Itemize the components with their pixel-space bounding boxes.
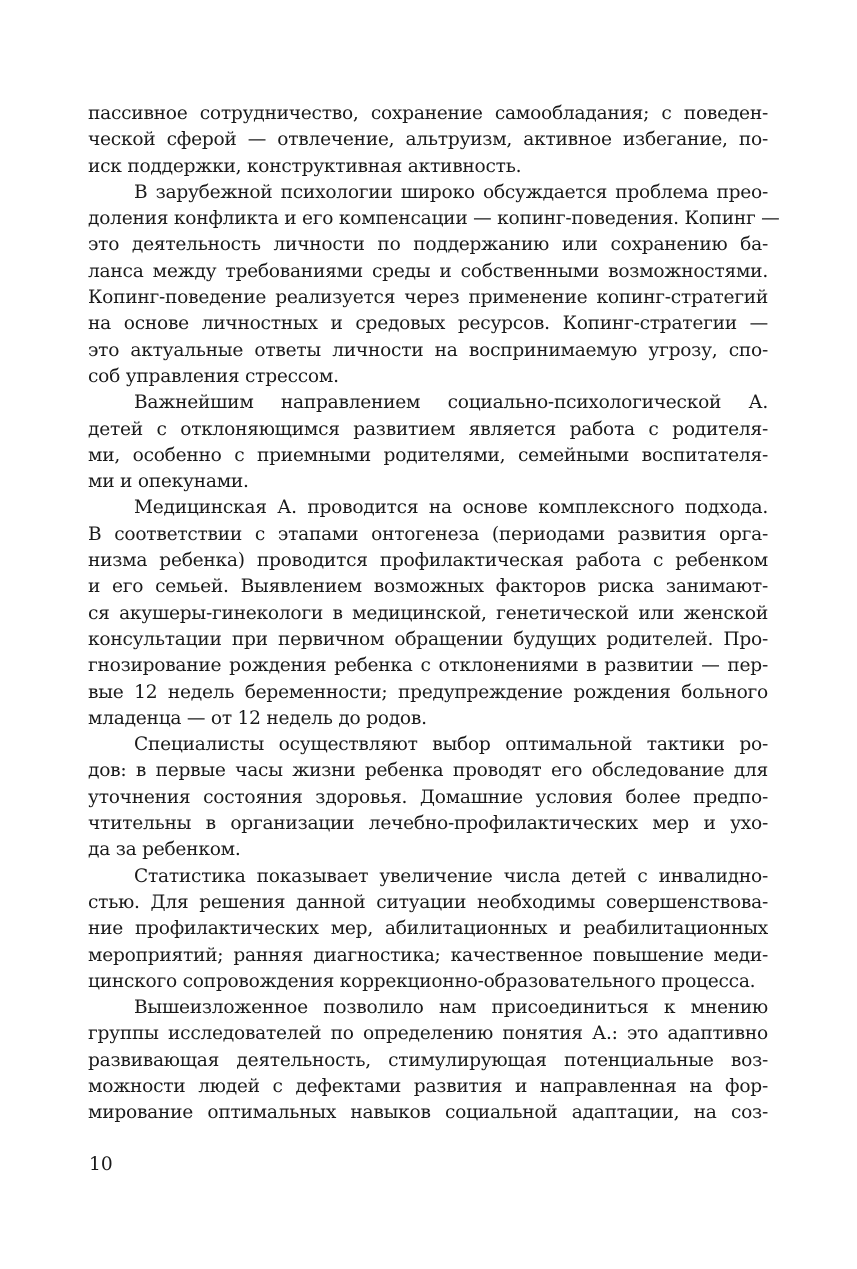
body-text — [88, 101, 780, 1127]
text-line: ланса между требованиями среды и собственными возможностями. — [88, 260, 768, 282]
paragraph — [88, 864, 768, 995]
text-line: мероприятий; ранняя диагностика; качественное повышение меди- — [88, 944, 768, 966]
text-line: ся акушеры-гинекологи в медицинской, генетической или женской — [88, 602, 768, 624]
paragraph — [88, 101, 768, 180]
text-line: пассивное сотрудничество, сохранение самообладания; с поведен- — [88, 103, 768, 124]
text-line: мирование оптимальных навыков социальной адаптации, на соз- — [88, 1102, 768, 1124]
text-line: можности людей с дефектами развития и направленная на фор- — [88, 1075, 768, 1097]
paragraph — [88, 495, 768, 732]
text-line: В зарубежной психологии широко обсуждается проблема прео- — [134, 181, 768, 203]
text-line: и его семьей. Выявлением возможных факторов риска занимают- — [88, 576, 768, 598]
text-line: ние профилактических мер, абилитационных и реабилитационных — [88, 918, 768, 940]
text-line: уточнения состояния здоровья. Домашние условия более предпо- — [88, 786, 768, 808]
text-line: ми и опекунами. — [88, 471, 249, 493]
paragraph — [88, 995, 768, 1126]
text-line: Специалисты осуществляют выбор оптимальной тактики ро- — [134, 734, 768, 756]
text-line: на основе личностных и средовых ресурсов. Копинг-стратегии — — [88, 313, 768, 335]
text-line: Медицинская А. проводится на основе комплексного подхода. — [134, 497, 768, 519]
paragraph — [88, 390, 768, 495]
text-line: младенца — от 12 недель до родов. — [88, 707, 427, 729]
text-line: да за ребенком. — [88, 839, 241, 861]
text-line: ческой сферой — отвлечение, альтруизм, активное избегание, по- — [88, 129, 768, 151]
text-line: низма ребенка) проводится профилактическая работа с ребенком — [88, 550, 768, 572]
text-line: В соответствии с этапами онтогенеза (периодами развития орга- — [88, 523, 768, 545]
text-line: Копинг-поведение реализуется через применение копинг-стратегий — [88, 287, 768, 309]
text-line: чтительны в организации лечебно-профилактических мер и ухо- — [88, 813, 768, 835]
text-line: гнозирование рождения ребенка с отклонениями в развитии — пер- — [88, 655, 768, 677]
text-line: группы исследователей по определению понятия А.: это адаптивно — [88, 1023, 768, 1045]
text-line: ми, особенно с приемными родителями, семейными воспитателя- — [88, 444, 768, 466]
page-number: 10 — [89, 1154, 113, 1175]
text-line: вые 12 недель беременности; предупреждение рождения больного — [88, 681, 768, 703]
text-line: консультации при первичном обращении будущих родителей. Про- — [88, 628, 768, 650]
paragraph — [88, 732, 768, 863]
text-line: Вышеизложенное позволило нам присоединиться к мнению — [134, 997, 768, 1019]
text-line: иск поддержки, конструктивная активность. — [88, 155, 522, 177]
text-line: развивающая деятельность, стимулирующая потенциальные воз- — [88, 1049, 768, 1071]
text-line: доления конфликта и его компенсации — копинг-поведения. Копинг — — [88, 208, 780, 230]
text-line: стью. Для решения данной ситуации необходимы совершенствова- — [88, 891, 768, 913]
text-line: это актуальные ответы личности на воспринимаемую угрозу, спо- — [88, 339, 768, 361]
text-line: Важнейшим направлением социально-психологической А. — [134, 392, 768, 414]
text-line: это деятельность личности по поддержанию или сохранению ба- — [88, 234, 768, 256]
text-line: цинского сопровождения коррекционно-образовательного процесса. — [88, 970, 756, 992]
text-line: дов: в первые часы жизни ребенка проводят его обследование для — [88, 760, 768, 782]
paragraph — [88, 180, 780, 390]
text-line: соб управления стрессом. — [88, 365, 339, 387]
text-line: детей с отклоняющимся развитием является работа с родителя- — [88, 418, 768, 440]
text-line: Статистика показывает увеличение числа детей с инвалидно- — [134, 865, 768, 887]
